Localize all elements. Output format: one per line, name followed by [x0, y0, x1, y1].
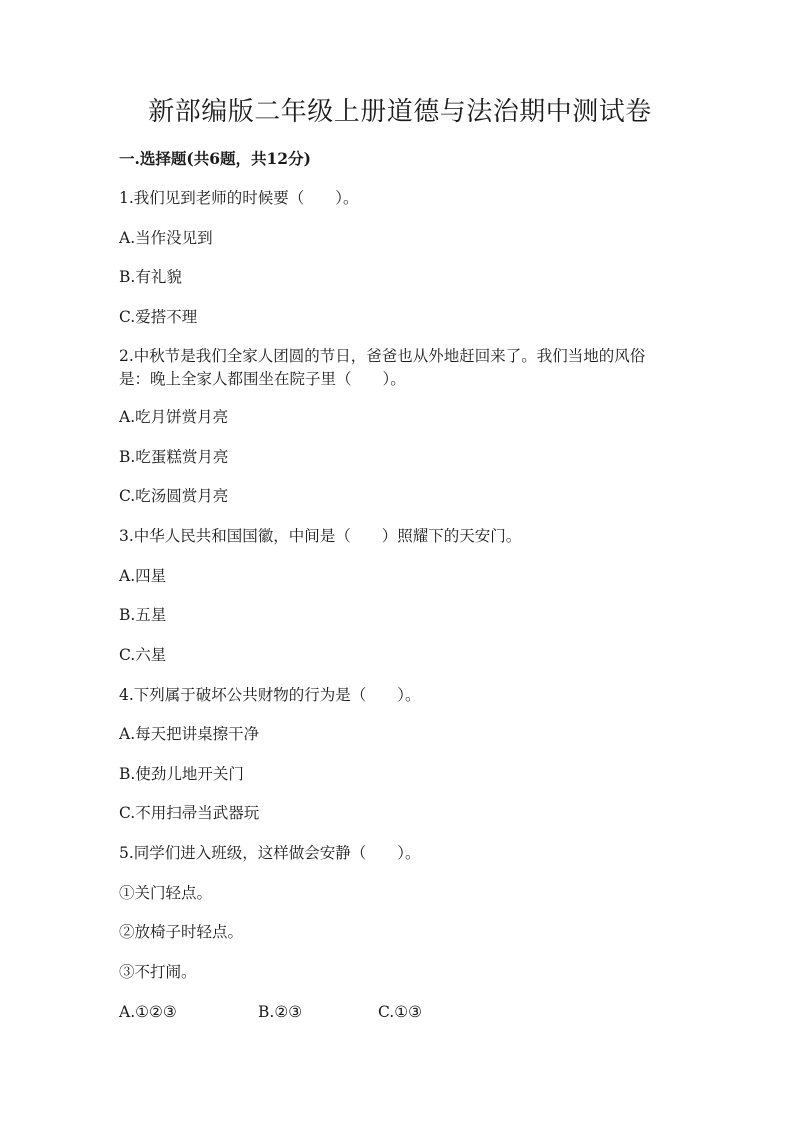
question-2-option-c: C.吃汤圆赏月亮	[119, 487, 229, 505]
question-1-option-a: A.当作没见到	[119, 229, 213, 247]
section-heading: 一.选择题(共6题，共12分)	[119, 149, 311, 168]
question-1-stem: 1.我们见到老师的时候要（ ）。	[119, 189, 359, 207]
question-4-option-b: B.使劲儿地开关门	[119, 765, 244, 783]
question-2-stem-line2: 是：晚上全家人都围坐在院子里（ ）。	[119, 370, 406, 388]
question-5-statement-3: ③不打闹。	[119, 963, 197, 981]
question-1-option-b: B.有礼貌	[119, 268, 182, 286]
question-2-option-b: B.吃蛋糕赏月亮	[119, 448, 229, 466]
question-5-option-c: C.①③	[378, 1003, 423, 1021]
question-5-stem: 5.同学们进入班级，这样做会安静（ ）。	[119, 844, 421, 862]
page-title: 新部编版二年级上册道德与法治期中测试卷	[148, 97, 652, 127]
question-4-stem: 4.下列属于破坏公共财物的行为是（ ）。	[119, 686, 421, 704]
question-5-statement-1: ①关门轻点。	[119, 884, 213, 902]
question-5-statement-2: ②放椅子时轻点。	[119, 923, 244, 941]
question-5-option-a: A.①②③	[119, 1003, 177, 1021]
question-3-option-c: C.六星	[119, 646, 167, 664]
question-5-option-b: B.②③	[258, 1003, 303, 1021]
question-3-stem: 3.中华人民共和国国徽，中间是（ ）照耀下的天安门。	[119, 527, 522, 545]
question-3-option-a: A.四星	[119, 567, 167, 585]
question-2-option-a: A.吃月饼赏月亮	[119, 408, 229, 426]
question-3-option-b: B.五星	[119, 606, 167, 624]
question-1-option-c: C.爱搭不理	[119, 308, 198, 326]
question-4-option-c: C.不用扫帚当武器玩	[119, 804, 260, 822]
question-4-option-a: A.每天把讲桌擦干净	[119, 725, 260, 743]
question-2-stem-line1: 2.中秋节是我们全家人团圆的节日，爸爸也从外地赶回来了。我们当地的风俗	[119, 347, 646, 365]
question-5-options-row	[119, 1001, 519, 1023]
